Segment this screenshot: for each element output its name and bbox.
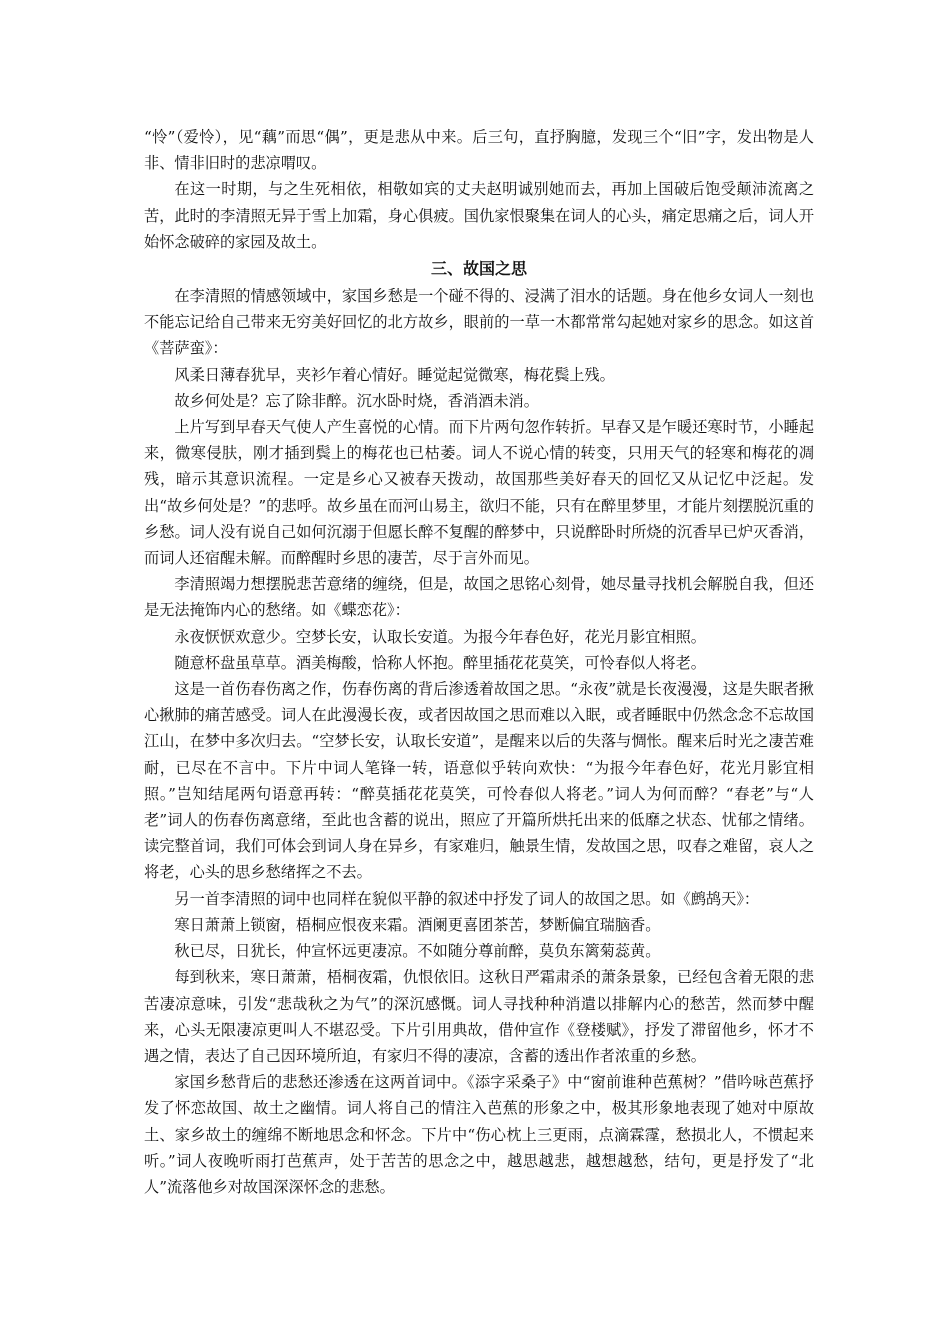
paragraph-continuation: “怜”（爱怜），见“藕”而思“偶”，更是悲从中来。后三句，直抒胸臆，发现三个“旧”字，发出物是人非、情非旧时的悲凉喟叹。 [144,128,814,173]
paragraph: 家国乡愁背后的悲愁还渗透在这两首词中。《添字采桑子》中“窗前谁种芭蕉树？”借吟咏芭蕉抒发了怀恋故国、故土之幽情。词人将自己的情注入芭蕉的形象之中，极其形象地表现了她对中原故土、家乡故土的缠绵不断地思念和怀念。下片中“伤心枕上三更雨，点滴霖霪，愁损北人，不惯起来听。”词人夜晚听雨打芭蕉声，处于苦苦的思念之中，越思越悲，越想越愁，结句，更是抒发了“北人”流落他乡对故国深深怀念的悲愁。 [144,1073,814,1196]
paragraph: 每到秋来，寒日萧萧，梧桐夜霜，仇恨依旧。这秋日严霜肃杀的萧条景象，已经包含着无限的悲苦凄凉意味，引发“悲哉秋之为气”的深沉感慨。词人寻找种种消遣以排解内心的愁苦，然而梦中醒来，心头无限凄凉更叫人不堪忍受。下片引用典故，借仲宣作《登楼赋》，抒发了滞留他乡，怀才不遇之情，表达了自己因环境所迫，有家归不得的凄凉，含蓄的透出作者浓重的乡愁。 [144,968,814,1065]
section-heading: 三、故国之思 [430,259,527,279]
paragraph: 在这一时期，与之生死相依，相敬如宾的丈夫赵明诚别她而去，再加上国破后饱受颠沛流离之苦，此时的李清照无异于雪上加霜，身心俱疲。国仇家恨聚集在词人的心头，痛定思痛之后，词人开始怀念破碎的家园及故土。 [144,180,814,251]
paragraph: 另一首李清照的词中也同样在貌似平静的叙述中抒发了词人的故国之思。如《鹧鸪天》： [174,889,760,908]
poem-line: 故乡何处是？忘了除非醉。沉水卧时烧，香消酒未消。 [174,391,539,410]
poem-line: 寒日萧萧上锁窗，梧桐应恨夜来霜。酒阑更喜团茶苦，梦断偏宜瑞脑香。 [174,915,661,934]
paragraph: 在李清照的情感领域中，家国乡愁是一个碰不得的、浸满了泪水的话题。身在他乡女词人一刻也不能忘记给自己带来无穷美好回忆的北方故乡，眼前的一草一木都常常勾起她对家乡的思念。如这首《菩萨蛮》： [144,287,814,358]
poem-line: 秋已尽，日犹长，仲宣怀远更凄凉。不如随分尊前醉，莫负东篱菊蕊黄。 [174,942,661,961]
paragraph: 李清照竭力想摆脱悲苦意绪的缠绕，但是，故国之思铭心刻骨，她尽量寻找机会解脱自我，但还是无法掩饰内心的愁绪。如《蝶恋花》： [144,575,814,620]
poem-line: 风柔日薄春犹早，夹衫乍着心情好。睡觉起觉微寒，梅花鬓上残。 [174,365,615,384]
document-page [144,124,814,1200]
poem-line: 随意杯盘虽草草。酒美梅酸，恰称人怀抱。醉里插花花莫笑，可怜春似人将老。 [174,653,706,672]
poem-line: 永夜恹恹欢意少。空梦长安，认取长安道。为报今年春色好，花光月影宜相照。 [174,627,706,646]
paragraph: 这是一首伤春伤离之作，伤春伤离的背后渗透着故国之思。“永夜”就是长夜漫漫，这是失眠者揪心揪肺的痛苦感受。词人在此漫漫长夜，或者因故国之思而难以入眠，或者睡眠中仍然念念不忘故国江山，在梦中多次归去。“空梦长安，认取长安道”，是醒来以后的失落与惆怅。醒来后时光之凄苦难耐，已尽在不言中。下片中词人笔锋一转，语意似乎转向欢快：“为报今年春色好，花光月影宜相照。”岂知结尾两句语意再转：“醉莫插花花莫笑，可怜春似人将老。”词人为何而醉？“春老”与“人老”词人的伤春伤离意绪，至此也含蓄的说出，照应了开篇所烘托出来的低靡之状态、忧郁之情绪。读完整首词，我们可体会到词人身在异乡，有家难归，触景生情，发故国之思，叹春之难留，哀人之将老，心头的思乡愁绪挥之不去。 [144,680,814,882]
paragraph: 上片写到早春天气使人产生喜悦的心情。而下片两句忽作转折。早春又是乍暖还寒时节，小睡起来，微寒侵肤，刚才插到鬓上的梅花也已枯萎。词人不说心情的转变，只用天气的轻寒和梅花的凋残，暗示其意识流程。一定是乡心又被春天拨动，故国那些美好春天的回忆又从记忆中泛起。发出“故乡何处是？”的悲呼。故乡虽在而河山易主，欲归不能，只有在醉里梦里，才能片刻摆脱沉重的乡愁。词人没有说自己如何沉溺于但愿长醉不复醒的醉梦中，只说醉卧时所烧的沉香早已炉灭香消，而词人还宿醒未解。而醉醒时乡思的凄苦，尽于言外而见。 [144,418,814,568]
